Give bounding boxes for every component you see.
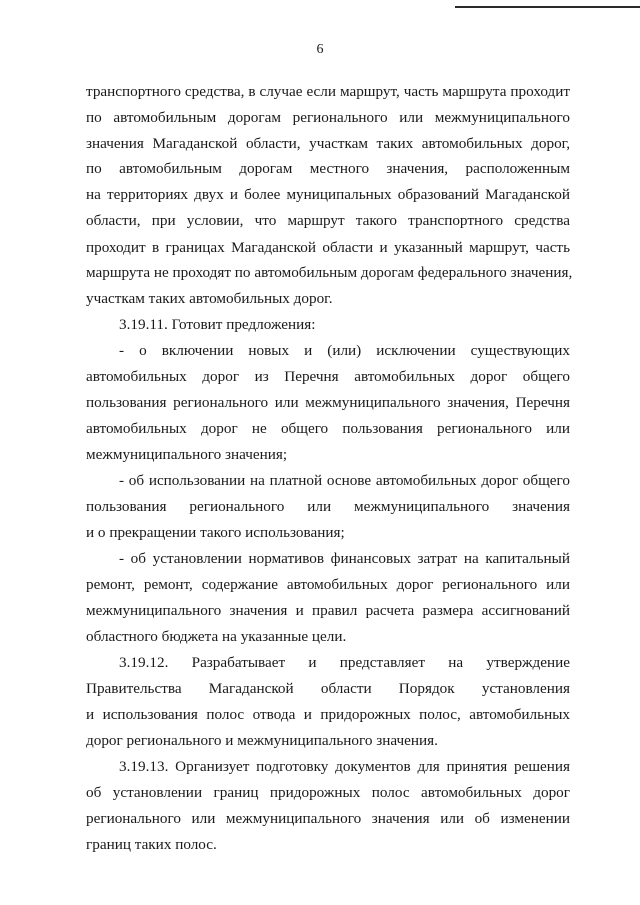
text-line: по автомобильным дорогам регионального или межмуниципального	[86, 109, 570, 126]
top-rule	[455, 6, 640, 8]
text-line: межмуниципального значения и правил расчета размера ассигнований	[86, 602, 570, 619]
paragraph-heading: 3.19.13. Организует подготовку документов для принятия решения	[119, 758, 570, 775]
paragraph-heading: 3.19.11. Готовит предложения:	[119, 316, 316, 333]
text-line: дорог регионального и межмуниципального значения.	[86, 732, 438, 749]
text-line: пользования регионального или межмуниципального значения	[86, 498, 570, 515]
text-line: проходит в границах Магаданской области и указанный маршрут, часть	[86, 239, 570, 256]
paragraph-heading: 3.19.12. Разрабатывает и представляет на утверждение	[119, 654, 570, 671]
text-line: областного бюджета на указанные цели.	[86, 628, 347, 645]
list-item: - о включении новых и (или) исключении существующих	[119, 342, 570, 359]
text-line: на территориях двух и более муниципальных образований Магаданской	[86, 186, 570, 203]
text-line: Правительства Магаданской области Порядок установления	[86, 680, 570, 697]
text-line: и использования полос отвода и придорожных полос, автомобильных	[86, 706, 570, 723]
text-line: участкам таких автомобильных дорог.	[86, 290, 333, 307]
list-item: - об установлении нормативов финансовых затрат на капитальный	[119, 550, 570, 567]
text-line: межмуниципального значения;	[86, 446, 288, 463]
text-line: границ таких полос.	[86, 836, 217, 853]
page-number: 6	[316, 42, 324, 57]
text-line: автомобильных дорог из Перечня автомобильных дорог общего	[86, 368, 570, 385]
text-line: транспортного средства, в случае если маршрут, часть маршрута проходит	[86, 83, 570, 100]
text-line: области, при условии, что маршрут такого транспортного средства	[86, 212, 570, 229]
text-line: ремонт, ремонт, содержание автомобильных дорог регионального или	[86, 576, 570, 593]
list-item: - об использовании на платной основе автомобильных дорог общего	[119, 472, 570, 489]
text-line: регионального или межмуниципального значения или об изменении	[86, 810, 570, 827]
text-line: пользования регионального или межмуниципального значения, Перечня	[86, 394, 570, 411]
text-line: автомобильных дорог не общего пользования регионального или	[86, 420, 570, 437]
text-line: маршрута не проходят по автомобильным дорогам федерального значения,	[86, 264, 573, 281]
text-line: об установлении границ придорожных полос автомобильных дорог	[86, 784, 570, 801]
text-line: и о прекращении такого использования;	[86, 524, 345, 541]
text-line: по автомобильным дорогам местного значения, расположенным	[86, 160, 570, 177]
text-line: значения Магаданской области, участкам таких автомобильных дорог,	[86, 135, 570, 152]
